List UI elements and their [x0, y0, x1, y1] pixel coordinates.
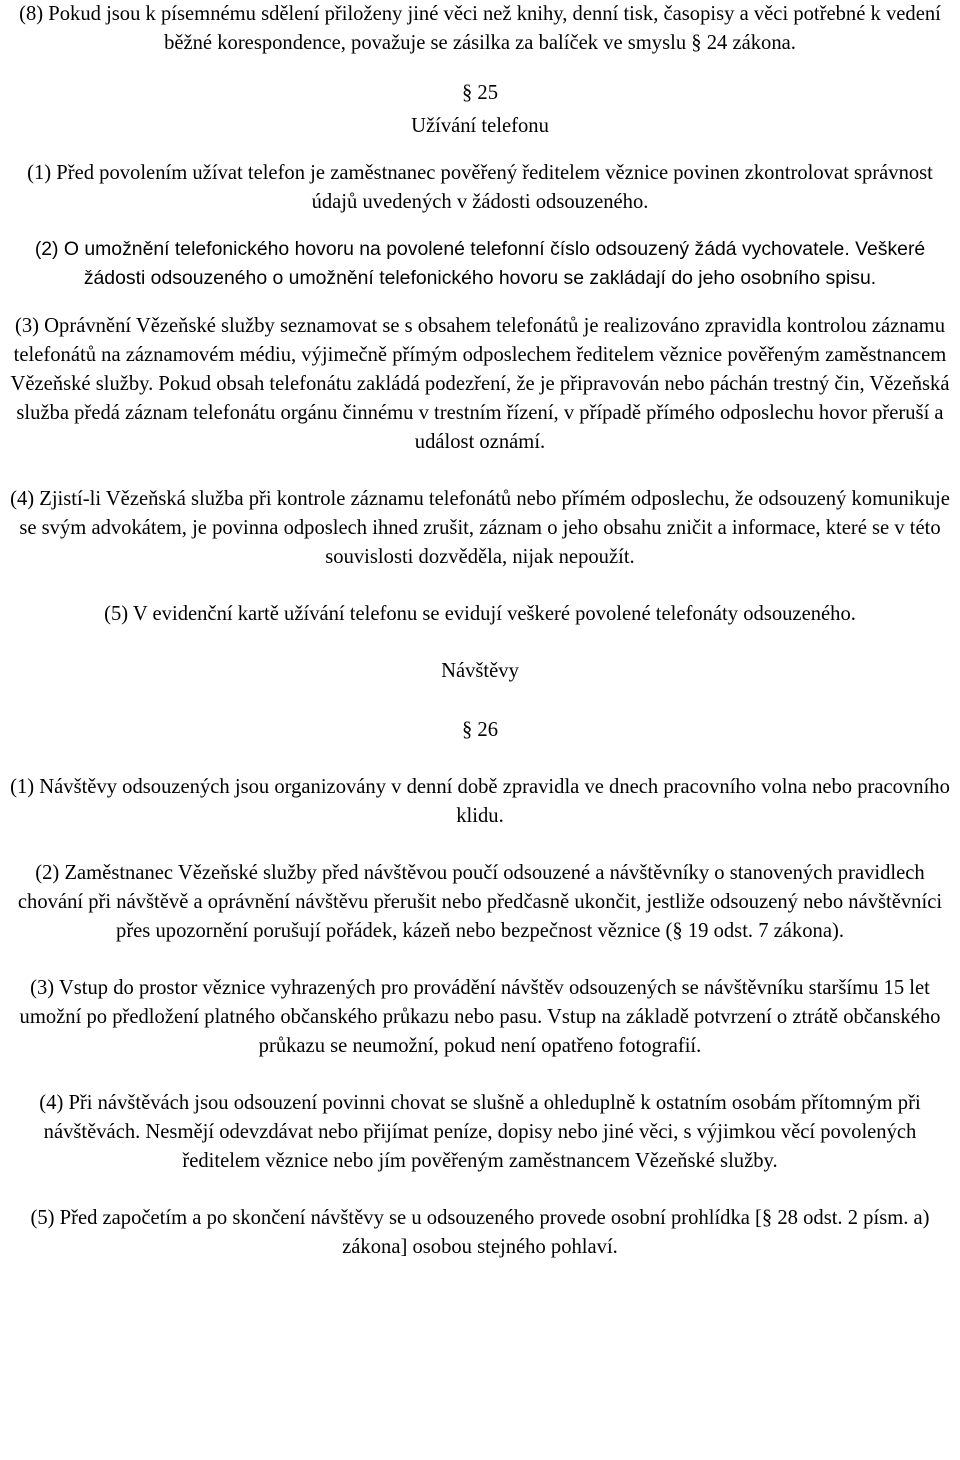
telephone-paragraph-4: (4) Zjistí-li Vězeňská služba při kontrole záznamu telefonátů nebo přímém odposlechu, že odsouzený komunikuje se svým advokátem, je povinna odposlech ihned zrušit, záznam o jeho obsahu zničit a informace, které se v této souvislosti dozvěděla, nijak nepoužít. — [10, 488, 950, 568]
visits-title: Návštěvy — [441, 660, 519, 682]
paragraph-8: (8) Pokud jsou k písemnému sdělení přiloženy jiné věci než knihy, denní tisk, časopisy a věci potřebné k vedení běžné korespondence, považuje se zásilka za balíček ve smyslu § 24 zákona. — [19, 3, 941, 54]
section-25-number: § 25 — [461, 82, 499, 104]
visits-paragraph-5: (5) Před započetím a po skončení návštěvy se u odsouzeného provede osobní prohlídka [§ 28 odst. 2 písm. a) zákona] osobou stejného pohlaví. — [30, 1207, 930, 1258]
telephone-paragraph-3: (3) Oprávnění Vězeňské služby seznamovat se s obsahem telefonátů je realizováno zpravidla kontrolou záznamu telefonátů na záznamovém médiu, výjimečně přímým odposlechem ředitelem věznice pověřeným zaměstnancem Vězeňské služby. Pokud obsah telefonátu zakládá podezření, že je připravován nebo páchán trestný čin, Vězeňská služba předá záznam telefonátu orgánu činnému v trestním řízení, v případě přímého odposlechu hovor přeruší a událost oznámí. — [10, 315, 950, 453]
telephone-paragraph-1: (1) Před povolením užívat telefon je zaměstnanec pověřený ředitelem věznice povinen zkontrolovat správnost údajů uvedených v žádosti odsouzeného. — [27, 162, 933, 213]
section-26-number: § 26 — [461, 719, 499, 741]
visits-paragraph-1: (1) Návštěvy odsouzených jsou organizovány v denní době zpravidla ve dnech pracovního volna nebo pracovního klidu. — [10, 776, 950, 827]
visits-paragraph-3: (3) Vstup do prostor věznice vyhrazených pro provádění návštěv odsouzených se návštěvníku staršímu 15 let umožní po předložení platného občanského průkazu nebo pasu. Vstup na základě potvrzení o ztrátě občanského průkazu se neumožní, pokud není opatřeno fotografií. — [19, 977, 941, 1057]
section-25-title: Užívání telefonu — [411, 115, 549, 137]
telephone-paragraph-2: (2) O umožnění telefonického hovoru na povolené telefonní číslo odsouzený žádá vychovatele. Veškeré žádosti odsouzeného o umožnění telefonického hovoru se zakládají do jeho osobního spisu. — [34, 238, 926, 289]
telephone-paragraph-5: (5) V evidenční kartě užívání telefonu se evidují veškeré povolené telefonáty odsouzeného. — [104, 603, 856, 625]
visits-paragraph-4: (4) Při návštěvách jsou odsouzení povinni chovat se slušně a ohleduplně k ostatním osobám přítomným při návštěvách. Nesmějí odevzdávat nebo přijímat peníze, dopisy nebo jiné věci, s výjimkou věcí povolených ředitelem věznice nebo jím pověřeným zaměstnancem Vězeňské služby. — [39, 1092, 921, 1172]
visits-paragraph-2: (2) Zaměstnanec Vězeňské služby před návštěvou poučí odsouzené a návštěvníky o stanovených pravidlech chování při návštěvě a oprávnění návštěvu přerušit nebo předčasně ukončit, jestliže odsouzený nebo návštěvníci přes upozornění porušují pořádek, kázeň nebo bezpečnost věznice (§ 19 odst. 7 zákona). — [17, 862, 943, 942]
